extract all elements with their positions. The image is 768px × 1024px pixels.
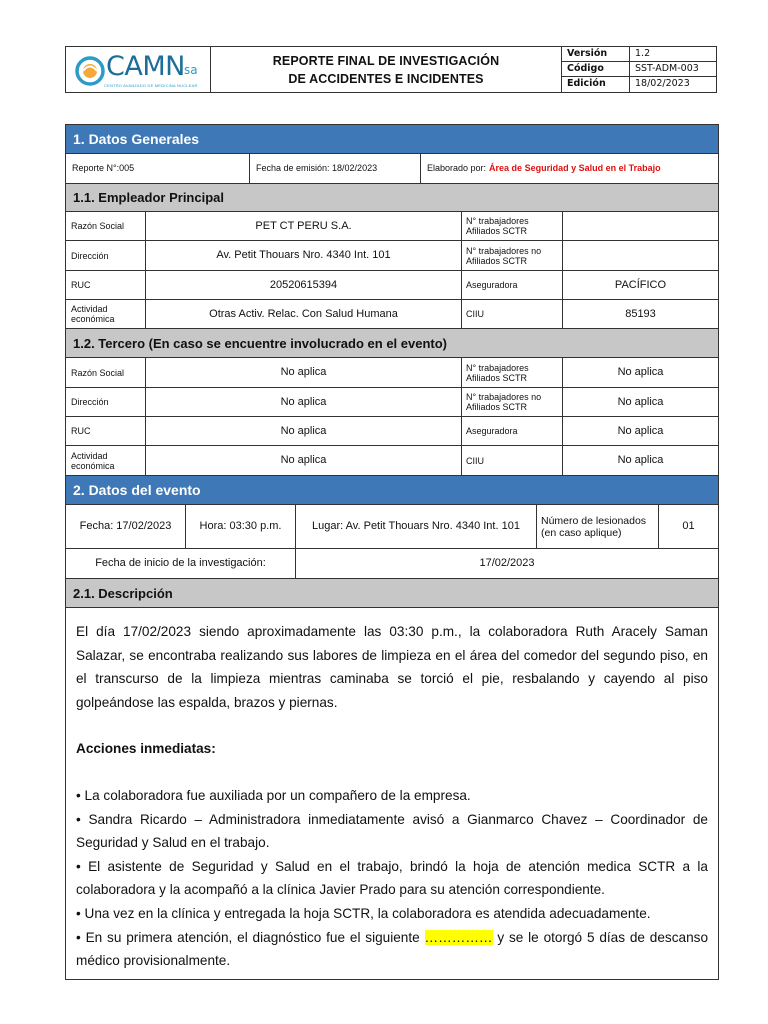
subsection-description <box>66 579 718 608</box>
section-title: 1. Datos Generales <box>73 131 200 147</box>
subsection-employer <box>66 184 718 212</box>
logo-text: CAMN <box>106 51 185 82</box>
employer-ruc: 20520615394 <box>146 271 462 299</box>
event-time: Hora: 03:30 p.m. <box>186 505 296 548</box>
camn-logo-icon <box>75 56 105 86</box>
action-text: y se le otorgó 5 días de descanso médico provisionalmente. <box>76 929 708 969</box>
employer-direccion: Av. Petit Thouars Nro. 4340 Int. 101 <box>146 241 462 270</box>
description-paragraph: El día 17/02/2023 siendo aproximadamente las 03:30 p.m., la colaboradora Ruth Aracely Saman Salazar, se encontraba realizando sus labores de limpieza en el área del comedor del segundo piso, en el transcurso de la limpieza mientras caminaba se torció el pie, resbalando y cayendo al piso golpeándose las espalda, brazos y piernas. <box>76 624 708 710</box>
injured-count: 01 <box>682 520 695 532</box>
event-row-2 <box>66 549 718 579</box>
third-razon-social: No aplica <box>146 358 462 387</box>
field-label: RUC <box>66 417 146 445</box>
subsection-title: 1.2. Tercero (En caso se encuentre involucrado en el evento) <box>73 335 447 351</box>
report-table <box>65 124 719 980</box>
description-body <box>76 620 708 973</box>
meta-label: Código <box>562 62 630 76</box>
meta-label: Edición <box>562 77 630 92</box>
field-label: N° trabajadores Afiliados SCTR <box>462 212 563 240</box>
field-label: Dirección <box>66 241 146 270</box>
field-label: Razón Social <box>66 212 146 240</box>
company-logo <box>66 47 211 92</box>
event-row-1 <box>66 505 718 549</box>
title-line-2: DE ACCIDENTES E INCIDENTES <box>288 71 484 86</box>
field-label: Actividad económica <box>66 300 146 328</box>
section-general-data <box>66 125 718 154</box>
section-event-data <box>66 476 718 505</box>
action-text: • En su primera atención, el diagnóstico fue el siguiente <box>76 929 425 945</box>
field-label: Dirección <box>66 388 146 416</box>
prepared-by <box>421 154 718 183</box>
employer-aseguradora: PACÍFICO <box>614 278 667 291</box>
third-ciiu: No aplica <box>617 454 664 466</box>
subsection-third-party <box>66 329 718 358</box>
third-aseguradora: No aplica <box>617 424 664 437</box>
event-place: Lugar: Av. Petit Thouars Nro. 4340 Int. 101 <box>296 505 537 548</box>
action-item: • La colaboradora fue auxiliada por un compañero de la empresa. <box>76 787 471 803</box>
employer-row-3 <box>66 271 718 300</box>
employer-trab-no-sctr <box>563 241 718 270</box>
document-title <box>211 47 562 92</box>
report-number: Reporte N°:005 <box>66 154 250 183</box>
subsection-title: 1.1. Empleador Principal <box>73 190 224 205</box>
document-header <box>65 46 717 93</box>
field-label: Aseguradora <box>462 271 563 299</box>
third-row-3 <box>66 417 718 446</box>
third-row-4 <box>66 446 718 476</box>
employer-ciiu: 85193 <box>625 307 656 320</box>
prepared-by-value: Área de Seguridad y Salud en el Trabajo <box>489 163 661 173</box>
meta-row-version <box>562 47 716 62</box>
injured-count-label: Número de lesionados (en caso aplique) <box>537 505 659 548</box>
action-item: • Una vez en la clínica y entregada la hoja SCTR, la colaboradora es atendida adecuadamente. <box>76 905 651 921</box>
meta-row-code <box>562 62 716 77</box>
meta-value: 18/02/2023 <box>635 78 690 89</box>
field-label: Razón Social <box>66 358 146 387</box>
event-date: Fecha: 17/02/2023 <box>66 505 186 548</box>
investigation-start-date: 17/02/2023 <box>479 557 535 569</box>
third-direccion: No aplica <box>146 388 462 416</box>
action-item: • El asistente de Seguridad y Salud en el trabajo, brindó la hoja de atención medica SCTR a la colaboradora y la acompañó a la clínica Javier Prado para su atención correspondiente. <box>76 858 708 898</box>
employer-trab-sctr <box>563 212 718 240</box>
logo-tagline: CENTRO AVANZADO DE MEDICINA NUCLEAR <box>104 83 198 88</box>
document-meta <box>562 47 716 92</box>
prepared-by-label: Elaborado por: <box>427 163 487 173</box>
employer-razon-social: PET CT PERU S.A. <box>146 212 462 240</box>
action-item: • Sandra Ricardo – Administradora inmediatamente avisó a Gianmarco Chavez – Coordinador de Seguridad y Salud en el trabajo. <box>76 811 708 851</box>
field-label: N° trabajadores no Afiliados SCTR <box>462 388 563 416</box>
emission-date: Fecha de emisión: 18/02/2023 <box>250 154 421 183</box>
employer-actividad: Otras Activ. Relac. Con Salud Humana <box>146 300 462 328</box>
field-label: CIIU <box>462 446 563 475</box>
third-trab-no-sctr: No aplica <box>617 395 664 408</box>
employer-row-2 <box>66 241 718 271</box>
employer-row-4 <box>66 300 718 329</box>
field-label: Aseguradora <box>462 417 563 445</box>
general-data-row <box>66 154 718 184</box>
third-actividad: No aplica <box>146 446 462 475</box>
field-label: CIIU <box>462 300 563 328</box>
third-trab-sctr: No aplica <box>617 366 664 378</box>
investigation-start-label: Fecha de inicio de la investigación: <box>66 549 296 578</box>
subsection-title: 2.1. Descripción <box>73 585 173 601</box>
meta-value: 1.2 <box>635 48 651 59</box>
title-line-1: REPORTE FINAL DE INVESTIGACIÓN <box>272 53 500 68</box>
field-label: Actividad económica <box>66 446 146 475</box>
field-label: N° trabajadores no Afiliados SCTR <box>462 241 563 270</box>
highlighted-blank: …………… <box>424 929 493 945</box>
action-item <box>76 926 708 973</box>
field-label: N° trabajadores Afiliados SCTR <box>462 358 563 387</box>
employer-row-1 <box>66 212 718 241</box>
meta-row-edition <box>562 77 716 92</box>
third-ruc: No aplica <box>146 417 462 445</box>
third-row-2 <box>66 388 718 417</box>
meta-label: Versión <box>562 47 630 61</box>
field-label: RUC <box>66 271 146 299</box>
section-title: 2. Datos del evento <box>73 482 201 498</box>
logo-suffix: sa <box>184 63 198 77</box>
meta-value: SST-ADM-003 <box>635 63 699 74</box>
actions-title: Acciones inmediatas: <box>76 741 216 757</box>
third-row-1 <box>66 358 718 388</box>
